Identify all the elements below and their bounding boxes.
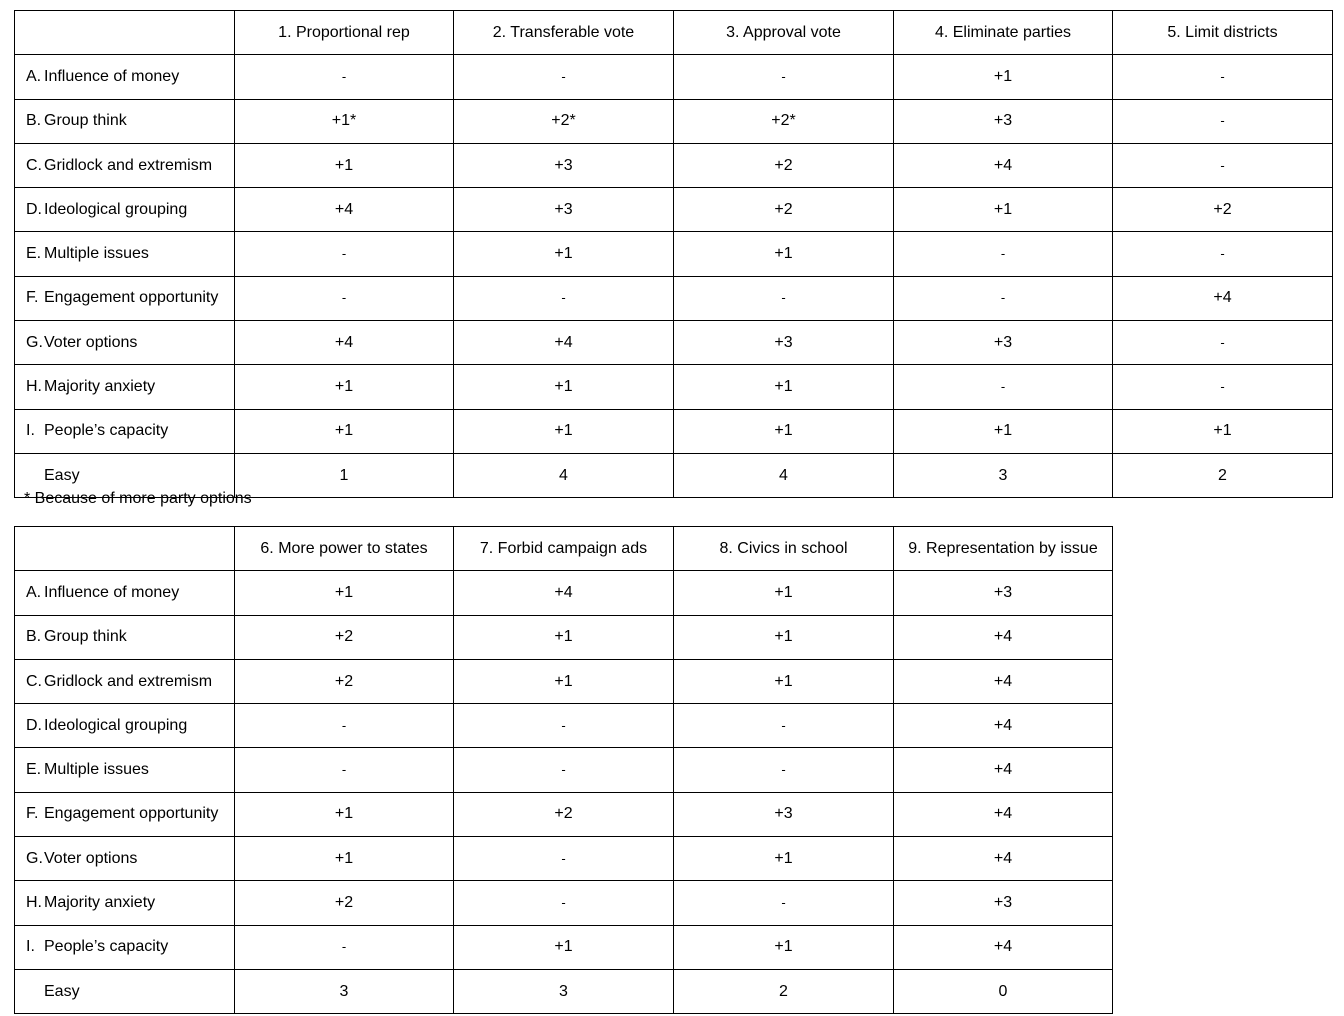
row-label: Majority anxiety xyxy=(44,894,156,912)
score-cell xyxy=(454,837,674,881)
score-cell xyxy=(1113,99,1333,143)
score-cell xyxy=(894,615,1113,659)
score-value: - xyxy=(1000,290,1006,306)
table-row xyxy=(15,55,1333,99)
score-cell xyxy=(235,409,454,453)
row-letter: H. xyxy=(26,378,42,396)
score-value: - xyxy=(1220,68,1225,84)
score-cell xyxy=(454,99,674,143)
score-value: +1 xyxy=(334,156,354,174)
score-cell xyxy=(235,99,454,143)
score-value: +4 xyxy=(554,333,573,351)
score-value: +1 xyxy=(334,849,354,867)
score-cell xyxy=(1113,188,1333,232)
score-cell xyxy=(674,748,894,792)
score-value: - xyxy=(1220,379,1225,395)
table-row xyxy=(15,925,1113,969)
row-label-cell xyxy=(15,837,235,881)
score-cell xyxy=(235,925,454,969)
table-row xyxy=(15,704,1113,748)
score-value: +1 xyxy=(993,200,1013,218)
score-cell xyxy=(894,276,1113,320)
score-cell xyxy=(235,55,454,99)
row-label-cell xyxy=(15,571,235,615)
corner-cell xyxy=(15,527,235,571)
row-label: Gridlock and extremism xyxy=(44,672,213,690)
score-value: +2 xyxy=(334,628,354,646)
row-letter: D. xyxy=(26,716,42,734)
score-value: 1 xyxy=(339,466,349,484)
score-cell xyxy=(235,881,454,925)
score-value: +1 xyxy=(993,67,1013,85)
score-cell xyxy=(454,143,674,187)
comparison-table-1 xyxy=(14,10,1333,498)
score-value: +4 xyxy=(993,716,1013,734)
row-label-cell xyxy=(15,881,235,925)
header-row xyxy=(15,11,1333,55)
score-cell xyxy=(674,969,894,1013)
score-value: 2 xyxy=(1218,466,1227,484)
table-row xyxy=(15,659,1113,703)
score-value: - xyxy=(561,290,566,306)
score-cell xyxy=(454,365,674,409)
score-value: - xyxy=(341,290,347,306)
column-header: 3. Approval vote xyxy=(674,11,894,55)
row-label-cell xyxy=(15,321,235,365)
row-letter: H. xyxy=(26,894,42,912)
table-row xyxy=(15,615,1113,659)
score-value: - xyxy=(561,850,566,866)
score-cell xyxy=(454,881,674,925)
score-value: +1 xyxy=(774,672,793,690)
score-value: +1 xyxy=(993,422,1013,440)
table-row xyxy=(15,276,1333,320)
row-letter: I. xyxy=(26,938,35,956)
score-value: - xyxy=(561,762,566,778)
score-value: +3 xyxy=(993,583,1013,601)
row-label: Group think xyxy=(44,628,127,646)
score-value: 3 xyxy=(559,982,568,1000)
score-value: 4 xyxy=(559,466,568,484)
score-cell xyxy=(894,143,1113,187)
score-value: - xyxy=(781,290,786,306)
score-value: +4 xyxy=(993,628,1013,646)
row-label-cell xyxy=(15,704,235,748)
score-cell xyxy=(674,188,894,232)
score-cell xyxy=(894,55,1113,99)
score-cell xyxy=(235,704,454,748)
row-letter: F. xyxy=(26,805,39,823)
table-row xyxy=(15,321,1333,365)
row-label-cell xyxy=(15,615,235,659)
column-header: 1. Proportional rep xyxy=(235,11,454,55)
score-cell xyxy=(235,365,454,409)
score-cell xyxy=(454,615,674,659)
score-value: +2 xyxy=(774,156,793,174)
score-cell xyxy=(674,409,894,453)
score-cell xyxy=(454,704,674,748)
score-value: +1 xyxy=(334,805,354,823)
score-cell xyxy=(454,571,674,615)
score-cell xyxy=(674,55,894,99)
row-label-cell xyxy=(15,792,235,836)
row-label-cell xyxy=(15,276,235,320)
row-label: Majority anxiety xyxy=(44,378,156,396)
score-cell xyxy=(674,659,894,703)
row-label-cell xyxy=(15,409,235,453)
table-row xyxy=(15,409,1333,453)
score-value: +4 xyxy=(993,805,1013,823)
score-cell xyxy=(894,969,1113,1013)
score-value: - xyxy=(341,68,347,84)
score-value: - xyxy=(1220,334,1225,350)
score-value: +4 xyxy=(993,761,1013,779)
row-letter: A. xyxy=(26,67,42,85)
score-cell xyxy=(235,837,454,881)
score-cell xyxy=(235,659,454,703)
score-cell xyxy=(894,704,1113,748)
score-value: +3 xyxy=(774,805,793,823)
score-value: +1 xyxy=(554,628,573,646)
column-header: 8. Civics in school xyxy=(674,527,894,571)
score-value: - xyxy=(561,717,566,733)
row-letter: F. xyxy=(26,289,39,307)
score-cell xyxy=(454,925,674,969)
score-cell xyxy=(235,276,454,320)
table-row xyxy=(15,748,1113,792)
row-letter: E. xyxy=(26,245,42,263)
row-label-cell xyxy=(15,143,235,187)
score-value: - xyxy=(781,762,786,778)
row-label: Multiple issues xyxy=(44,761,149,779)
row-letter: E. xyxy=(26,761,42,779)
score-cell xyxy=(454,55,674,99)
score-value: - xyxy=(341,939,347,955)
table-row xyxy=(15,881,1113,925)
table-row xyxy=(15,143,1333,187)
footnote: * Because of more party options xyxy=(24,490,252,507)
score-value: +4 xyxy=(993,938,1013,956)
table-row xyxy=(15,837,1113,881)
table-row xyxy=(15,232,1333,276)
column-header: 4. Eliminate parties xyxy=(894,11,1113,55)
score-cell xyxy=(1113,321,1333,365)
score-cell xyxy=(454,659,674,703)
row-label-cell xyxy=(15,748,235,792)
score-value: +2* xyxy=(551,112,576,130)
score-value: +1 xyxy=(334,422,354,440)
row-label: Influence of money xyxy=(44,67,180,85)
score-value: - xyxy=(561,895,566,911)
column-header: 2. Transferable vote xyxy=(454,11,674,55)
score-value: +1 xyxy=(774,422,793,440)
score-value: +3 xyxy=(554,200,573,218)
score-cell xyxy=(674,143,894,187)
score-cell xyxy=(454,409,674,453)
row-label: Voter options xyxy=(44,849,138,867)
table-row xyxy=(15,969,1113,1013)
score-value: +2 xyxy=(334,672,354,690)
row-label-cell xyxy=(15,925,235,969)
score-cell xyxy=(674,881,894,925)
column-header: 9. Representation by issue xyxy=(894,527,1113,571)
row-label-cell xyxy=(15,969,235,1013)
score-value: - xyxy=(781,895,786,911)
comparison-table-2 xyxy=(14,526,1113,1014)
score-cell xyxy=(1113,365,1333,409)
score-value: +1 xyxy=(774,628,793,646)
score-cell xyxy=(894,837,1113,881)
score-cell xyxy=(1113,409,1333,453)
score-cell xyxy=(235,571,454,615)
row-label-cell xyxy=(15,232,235,276)
score-cell xyxy=(235,143,454,187)
score-value: +4 xyxy=(334,200,354,218)
row-label: Voter options xyxy=(44,333,138,351)
score-value: +4 xyxy=(554,583,573,601)
score-value: +1 xyxy=(774,245,793,263)
score-value: +1 xyxy=(334,378,354,396)
score-value: +2 xyxy=(774,200,793,218)
table-row xyxy=(15,188,1333,232)
score-value: - xyxy=(341,717,347,733)
header-row xyxy=(15,527,1113,571)
score-cell xyxy=(674,276,894,320)
score-value: +3 xyxy=(993,333,1013,351)
score-value: +1 xyxy=(774,583,793,601)
score-cell xyxy=(454,453,674,497)
score-value: +1 xyxy=(554,245,573,263)
row-label: Gridlock and extremism xyxy=(44,156,213,174)
row-letter: D. xyxy=(26,200,42,218)
score-cell xyxy=(454,321,674,365)
score-value: +1 xyxy=(774,378,793,396)
score-cell xyxy=(674,453,894,497)
table-row xyxy=(15,365,1333,409)
row-label: Easy xyxy=(44,466,80,484)
score-cell xyxy=(674,792,894,836)
score-value: +3 xyxy=(554,156,573,174)
score-cell xyxy=(1113,143,1333,187)
score-value: +4 xyxy=(1213,289,1232,307)
score-value: +1 xyxy=(1213,422,1232,440)
score-value: 0 xyxy=(998,982,1008,1000)
score-value: - xyxy=(1220,113,1225,129)
score-value: +3 xyxy=(993,112,1013,130)
score-cell xyxy=(454,232,674,276)
score-value: - xyxy=(1220,246,1225,262)
table-row xyxy=(15,571,1113,615)
score-value: +1 xyxy=(554,378,573,396)
score-value: +3 xyxy=(993,894,1013,912)
score-value: +4 xyxy=(993,849,1013,867)
score-cell xyxy=(454,792,674,836)
score-value: +1 xyxy=(774,849,793,867)
corner-cell xyxy=(15,11,235,55)
score-value: +3 xyxy=(774,333,793,351)
row-letter: B. xyxy=(26,628,42,646)
score-value: +1 xyxy=(554,672,573,690)
row-label-cell xyxy=(15,659,235,703)
score-value: +2 xyxy=(554,805,573,823)
score-value: +1 xyxy=(554,422,573,440)
score-cell xyxy=(894,365,1113,409)
score-cell xyxy=(235,232,454,276)
score-cell xyxy=(894,99,1113,143)
score-value: 4 xyxy=(779,466,788,484)
score-value: - xyxy=(1000,379,1006,395)
score-value: 3 xyxy=(998,466,1008,484)
row-label: Engagement opportunity xyxy=(44,289,219,307)
score-cell xyxy=(674,99,894,143)
score-value: - xyxy=(1000,246,1006,262)
score-value: +1 xyxy=(774,938,793,956)
column-header: 7. Forbid campaign ads xyxy=(454,527,674,571)
score-value: - xyxy=(781,68,786,84)
row-letter: I. xyxy=(26,422,35,440)
score-cell xyxy=(235,615,454,659)
score-cell xyxy=(454,188,674,232)
row-letter: G. xyxy=(26,333,43,351)
score-value: 3 xyxy=(339,982,349,1000)
score-cell xyxy=(1113,55,1333,99)
row-letter: A. xyxy=(26,583,42,601)
score-value: +2 xyxy=(334,894,354,912)
score-cell xyxy=(235,321,454,365)
score-value: +4 xyxy=(993,672,1013,690)
score-cell xyxy=(1113,453,1333,497)
score-cell xyxy=(235,792,454,836)
score-cell xyxy=(454,748,674,792)
score-value: - xyxy=(341,762,347,778)
column-header: 5. Limit districts xyxy=(1113,11,1333,55)
row-label: Ideological grouping xyxy=(44,716,188,734)
score-cell xyxy=(674,321,894,365)
score-cell xyxy=(894,881,1113,925)
score-value: +2 xyxy=(1213,200,1232,218)
row-label-cell xyxy=(15,365,235,409)
score-cell xyxy=(894,453,1113,497)
score-cell xyxy=(894,321,1113,365)
score-cell xyxy=(235,748,454,792)
table-row xyxy=(15,792,1113,836)
score-cell xyxy=(235,453,454,497)
row-label: Group think xyxy=(44,112,127,130)
score-cell xyxy=(674,232,894,276)
score-cell xyxy=(894,409,1113,453)
row-label-cell xyxy=(15,188,235,232)
score-cell xyxy=(674,837,894,881)
score-cell xyxy=(1113,276,1333,320)
row-label-cell xyxy=(15,99,235,143)
score-value: +1 xyxy=(554,938,573,956)
score-value: 2 xyxy=(779,982,788,1000)
score-value: - xyxy=(1220,157,1225,173)
table-row xyxy=(15,99,1333,143)
row-label: People’s capacity xyxy=(44,422,169,440)
score-cell xyxy=(674,704,894,748)
score-cell xyxy=(894,748,1113,792)
score-value: +1 xyxy=(334,583,354,601)
score-cell xyxy=(894,659,1113,703)
score-cell xyxy=(454,276,674,320)
score-cell xyxy=(674,571,894,615)
score-cell xyxy=(1113,232,1333,276)
score-cell xyxy=(674,615,894,659)
score-cell xyxy=(894,925,1113,969)
score-value: +4 xyxy=(993,156,1013,174)
row-label: Engagement opportunity xyxy=(44,805,219,823)
score-cell xyxy=(235,188,454,232)
score-cell xyxy=(674,365,894,409)
row-label-cell xyxy=(15,55,235,99)
score-value: +2* xyxy=(771,112,796,130)
score-cell xyxy=(674,925,894,969)
row-label: Influence of money xyxy=(44,583,180,601)
row-label: Ideological grouping xyxy=(44,200,188,218)
score-value: - xyxy=(781,717,786,733)
score-value: +4 xyxy=(334,333,354,351)
row-label: Easy xyxy=(44,982,80,1000)
score-cell xyxy=(894,792,1113,836)
score-cell xyxy=(894,188,1113,232)
score-value: +1* xyxy=(331,112,357,130)
row-label: People’s capacity xyxy=(44,938,169,956)
row-letter: G. xyxy=(26,849,43,867)
score-cell xyxy=(454,969,674,1013)
score-cell xyxy=(894,571,1113,615)
row-letter: C. xyxy=(26,672,42,690)
score-cell xyxy=(894,232,1113,276)
row-letter: B. xyxy=(26,112,42,130)
row-label: Multiple issues xyxy=(44,245,149,263)
score-value: - xyxy=(341,246,347,262)
score-cell xyxy=(235,969,454,1013)
score-value: - xyxy=(561,68,566,84)
row-letter: C. xyxy=(26,156,42,174)
column-header: 6. More power to states xyxy=(235,527,454,571)
